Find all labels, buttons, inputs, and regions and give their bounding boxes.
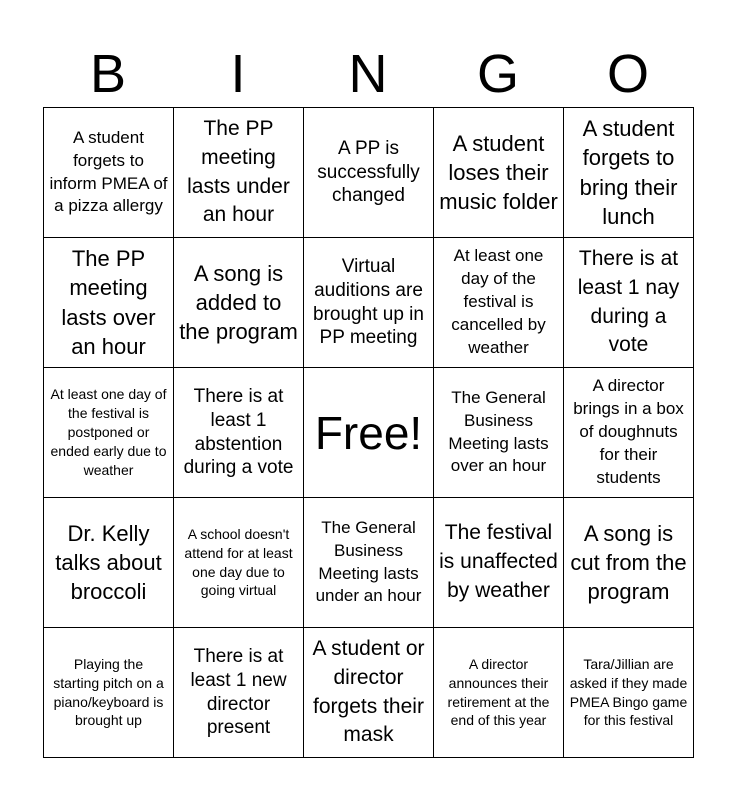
free-space-text: Free! <box>314 406 423 459</box>
bingo-cell-r2-c1[interactable] <box>44 238 174 368</box>
bingo-cell-text: The PP meeting lasts under an hour <box>187 116 290 227</box>
bingo-cell-text: The General Business Meeting lasts under an hour <box>315 517 422 606</box>
bingo-cell-text: A school doesn't attend for at least one day due to going virtual <box>184 525 293 599</box>
bingo-cell-text: Playing the starting pitch on a piano/keyboard is brought up <box>53 655 164 729</box>
bingo-cell-text: A student or director forgets their mask <box>312 636 425 747</box>
bingo-cell-r3-c1[interactable] <box>44 368 174 498</box>
bingo-cell-text: A student forgets to bring their lunch <box>579 116 678 229</box>
bingo-cell-r2-c2[interactable] <box>174 238 304 368</box>
bingo-cell-text: The festival is unaffected by weather <box>439 521 558 602</box>
bingo-cell-text: There is at least 1 new director present <box>190 646 287 739</box>
bingo-cell-r5-c3[interactable] <box>304 628 434 758</box>
bingo-cell-text: A student forgets to inform PMEA of a pizza allergy <box>49 127 168 216</box>
bingo-cell-text: There is at least 1 nay during a vote <box>577 246 680 357</box>
bingo-cell-r2-c3[interactable] <box>304 238 434 368</box>
bingo-cell-r5-c1[interactable] <box>44 628 174 758</box>
bingo-cell-text: A song is cut from the program <box>570 520 687 605</box>
header-letter-b: B <box>89 44 127 104</box>
bingo-cell-r1-c1[interactable] <box>44 108 174 238</box>
bingo-cell-r1-c3[interactable] <box>304 108 434 238</box>
bingo-cell-text: At least one day of the festival is postponed or ended early due to weather <box>50 386 167 478</box>
bingo-cell-text: A director brings in a box of doughnuts for their students <box>573 376 684 487</box>
bingo-cell-r2-c4[interactable] <box>434 238 564 368</box>
bingo-cell-r4-c4[interactable] <box>434 498 564 628</box>
bingo-cell-text: Dr. Kelly talks about broccoli <box>55 520 162 605</box>
bingo-cell-r4-c5[interactable] <box>564 498 694 628</box>
bingo-header <box>43 40 693 108</box>
free-space-cell[interactable] <box>304 368 434 498</box>
bingo-cell-text: A director announces their retirement at the end of this year <box>447 655 550 729</box>
bingo-cell-r5-c4[interactable] <box>434 628 564 758</box>
header-letter-g: G <box>476 44 519 104</box>
bingo-board <box>43 107 694 758</box>
bingo-cell-r5-c2[interactable] <box>174 628 304 758</box>
bingo-cell-r2-c5[interactable] <box>564 238 694 368</box>
bingo-cell-text: Virtual auditions are brought up in PP meeting <box>313 256 424 349</box>
bingo-cell-text: A PP is successfully changed <box>317 137 420 207</box>
bingo-cell-r4-c3[interactable] <box>304 498 434 628</box>
header-letter-i: I <box>230 44 246 104</box>
bingo-cell-r1-c5[interactable] <box>564 108 694 238</box>
bingo-cell-text: There is at least 1 abstention during a vote <box>183 386 294 479</box>
bingo-cell-text: The General Business Meeting lasts over an hour <box>448 387 549 476</box>
bingo-cell-text: At least one day of the festival is cancelled by weather <box>451 246 546 357</box>
bingo-cell-r3-c4[interactable] <box>434 368 564 498</box>
bingo-cell-text: A student loses their music folder <box>439 130 558 215</box>
bingo-cell-r4-c1[interactable] <box>44 498 174 628</box>
bingo-cell-text: The PP meeting lasts over an hour <box>61 246 156 359</box>
header-letter-n: N <box>348 44 388 104</box>
bingo-cell-r4-c2[interactable] <box>174 498 304 628</box>
bingo-cell-r1-c4[interactable] <box>434 108 564 238</box>
bingo-cell-r3-c5[interactable] <box>564 368 694 498</box>
header-letter-o: O <box>606 44 649 104</box>
bingo-cell-text: Tara/Jillian are asked if they made PMEA Bingo game for this festival <box>569 655 688 729</box>
bingo-cell-r1-c2[interactable] <box>174 108 304 238</box>
bingo-cell-text: A song is added to the program <box>179 260 298 345</box>
bingo-cell-r3-c2[interactable] <box>174 368 304 498</box>
bingo-cell-r5-c5[interactable] <box>564 628 694 758</box>
